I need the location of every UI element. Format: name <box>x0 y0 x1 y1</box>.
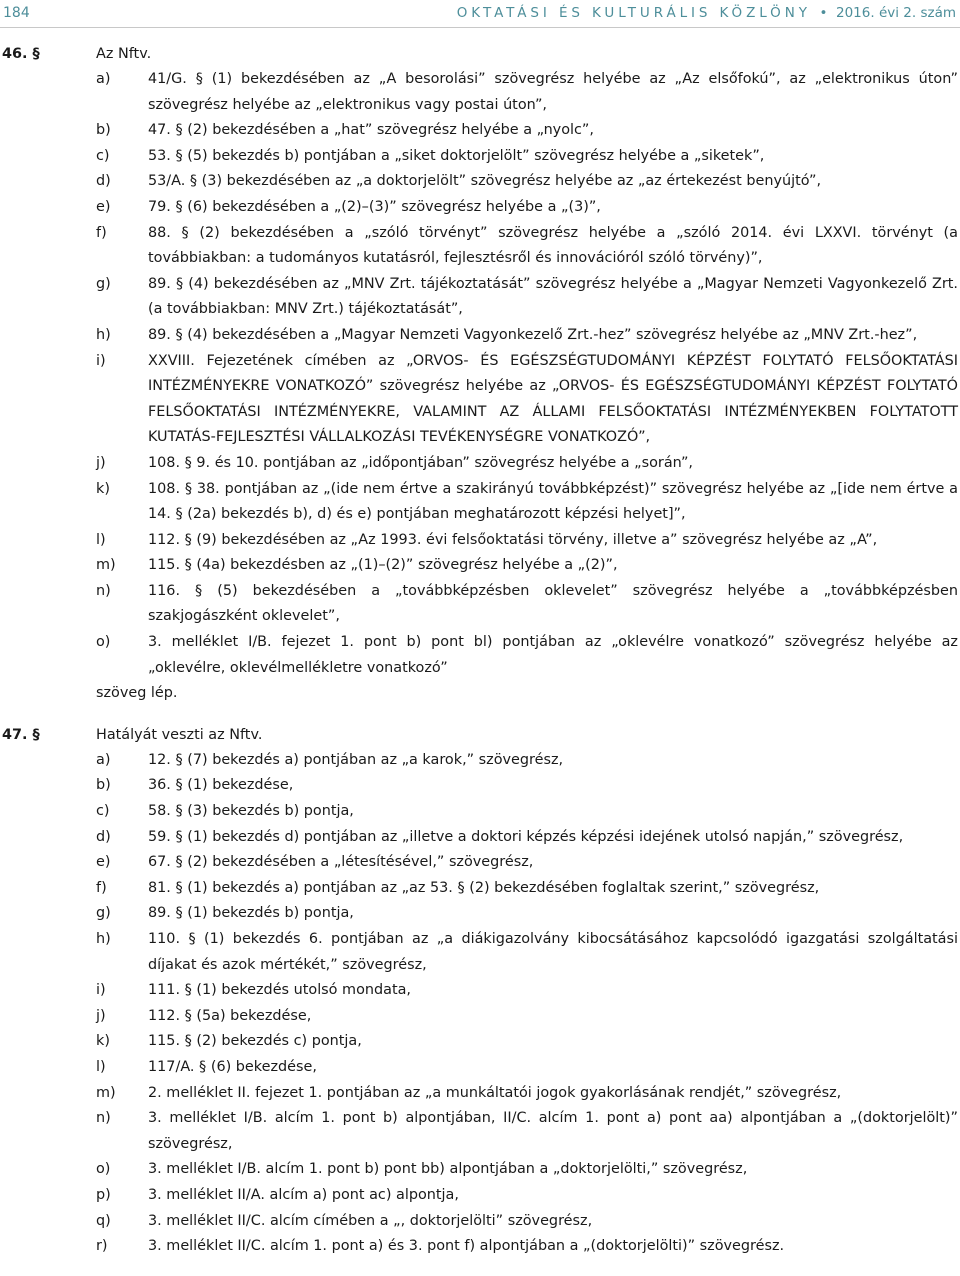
item-text: 67. § (2) bekezdésében a „létesítésével,” szövegrész, <box>148 854 534 871</box>
item-text: 3. melléklet II/C. alcím címében a „, doktorjelölti” szövegrész, <box>148 1212 593 1229</box>
running-title <box>457 5 956 21</box>
section-number: 46. § <box>2 46 40 62</box>
item-text: 89. § (1) bekezdés b) pontja, <box>148 905 354 922</box>
item-text: 112. § (9) bekezdésében az „Az 1993. évi felsőoktatási törvény, illetve a” szövegrész helyébe az „A”, <box>148 531 878 548</box>
item-letter: k) <box>96 480 110 497</box>
list-item <box>0 1029 960 1055</box>
item-letter: k) <box>96 1033 110 1050</box>
item-letter: n) <box>96 1110 111 1127</box>
item-text: 3. melléklet I/B. alcím 1. pont b) pont bb) alpontjában a „doktorjelölti,” szövegrész, <box>148 1161 748 1178</box>
item-text: 110. § (1) bekezdés 6. pontjában az „a diákigazolvány kibocsátásához kapcsolódó igazgatási szolgáltatási díjakat és azok mértékét,” szövegrész, <box>148 931 958 973</box>
item-letter: d) <box>96 173 111 190</box>
list-item <box>0 144 960 170</box>
item-letter: l) <box>96 1058 106 1075</box>
item-text: 108. § 9. és 10. pontjában az „időpontjában” szövegrész helyébe a „során”, <box>148 454 694 471</box>
list-item <box>0 118 960 144</box>
item-letter: a) <box>96 71 111 87</box>
list-item <box>0 272 960 323</box>
section-title: Az Nftv. <box>96 46 152 62</box>
item-text: 79. § (6) bekezdésében a „(2)–(3)” szövegrész helyébe a „(3)”, <box>148 198 601 215</box>
item-letter: f) <box>96 879 107 896</box>
section-items <box>0 748 960 1260</box>
item-letter: e) <box>96 198 111 215</box>
list-item <box>0 477 960 528</box>
item-text: 111. § (1) bekezdés utolsó mondata, <box>148 982 411 999</box>
item-text: 88. § (2) bekezdésében a „szóló törvényt” szövegrész helyébe a „szóló 2014. évi LXXVI. törvényt (a továbbiakban: a tudományos kutatásról, fejlesztésről és innovációról szóló törvény)”, <box>148 224 958 267</box>
item-text: 112. § (5a) bekezdése, <box>148 1007 312 1024</box>
list-item <box>0 927 960 978</box>
item-letter: h) <box>96 931 111 947</box>
page-number: 184 <box>3 5 30 21</box>
item-text: 53/A. § (3) bekezdésében az „a doktorjelölt” szövegrész helyébe az „az értekezést benyújtó”, <box>148 173 822 190</box>
item-text: 89. § (4) bekezdésében a „Magyar Nemzeti Vagyonkezelő Zrt.-hez” szövegrész helyébe az „MNV Zrt.-hez”, <box>148 326 918 343</box>
item-letter: q) <box>96 1212 111 1229</box>
section-46 <box>0 41 960 707</box>
item-letter: e) <box>96 854 111 871</box>
list-item <box>0 1183 960 1209</box>
list-item <box>0 169 960 195</box>
list-item <box>0 67 960 118</box>
list-item <box>0 978 960 1004</box>
list-item <box>0 579 960 630</box>
item-text: 89. § (4) bekezdésében az „MNV Zrt. tájékoztatását” szövegrész helyébe a „Magyar Nemzeti Vagyonkezelő Zrt. (a továbbiakban: MNV Zrt.) tájékoztatását”, <box>148 275 958 318</box>
closing-text: szöveg lép. <box>96 685 178 702</box>
item-letter: b) <box>96 777 111 794</box>
item-text: 3. melléklet II/A. alcím a) pont ac) alpontja, <box>148 1186 459 1203</box>
item-text: 116. § (5) bekezdésében a „továbbképzésben oklevelet” szövegrész helyébe a „továbbképzésben szakjogászként oklevelet”, <box>148 582 958 625</box>
section-title: Hatályát veszti az Nftv. <box>96 726 263 743</box>
list-item <box>0 528 960 554</box>
item-text: XXVIII. Fejezetének címében az „ORVOS- ÉS EGÉSZSÉGTUDOMÁNYI KÉPZÉST FOLYTATÓ FELSŐOKTATÁSI INTÉZMÉNYEKRE VONATKOZÓ” szövegrész helyébe az „ORVOS- ÉS EGÉSZSÉGTUDOMÁNYI KÉPZÉST FOLYTATÓ FELSŐOKTATÁSI INTÉZMÉNYEKRE, VALAMINT AZ ÁLLAMI FELSŐOKTATÁSI INTÉZMÉNYEKBEN FOLYTATOTT KUTATÁS-FEJLESZTÉSI VÁLLALKOZÁSI TEVÉKENYSÉGRE VONATKOZÓ”, <box>148 352 958 446</box>
item-letter: o) <box>96 634 111 651</box>
item-letter: l) <box>96 531 106 548</box>
issue-label: 2016. évi 2. szám <box>836 5 956 21</box>
item-text: 108. § 38. pontjában az „(ide nem értve a szakirányú továbbképzést)” szövegrész helyébe az „[ide nem értve a 14. § (2a) bekezdés b), d) és e) pontjában meghatározott képzési helyet]”, <box>148 480 958 523</box>
section-heading <box>0 41 960 67</box>
section-number: 47. § <box>2 726 40 743</box>
list-item <box>0 195 960 221</box>
publication-name: OKTATÁSI ÉS KULTURÁLIS KÖZLÖNY <box>456 5 811 21</box>
item-text: 59. § (1) bekezdés d) pontjában az „illetve a doktori képzés képzési idejének utolsó napján,” szövegrész, <box>148 828 904 845</box>
item-letter: p) <box>96 1186 111 1203</box>
item-letter: a) <box>96 751 111 768</box>
item-letter: i) <box>96 352 106 369</box>
item-text: 3. melléklet I/B. alcím 1. pont b) alpontjában, II/C. alcím 1. pont a) pont aa) alpontjában a „(doktorjelölt)” szövegrész, <box>148 1110 958 1152</box>
item-letter: b) <box>96 122 111 139</box>
item-letter: f) <box>96 224 107 241</box>
item-letter: c) <box>96 147 110 164</box>
list-item <box>0 1106 960 1157</box>
section-items <box>0 67 960 681</box>
item-letter: c) <box>96 803 110 820</box>
item-text: 3. melléklet II/C. alcím 1. pont a) és 3. pont f) alpontjában a „(doktorjelölti)” szövegrész. <box>148 1238 785 1255</box>
item-letter: j) <box>96 1007 106 1024</box>
list-item <box>0 773 960 799</box>
item-text: 36. § (1) bekezdése, <box>148 777 294 794</box>
list-item <box>0 349 960 451</box>
item-text: 115. § (4a) bekezdésben az „(1)–(2)” szövegrész helyébe a „(2)”, <box>148 557 618 574</box>
list-item <box>0 1234 960 1260</box>
item-text: 3. melléklet I/B. fejezet 1. pont b) pont bl) pontjában az „oklevélre vonatkozó” szövegrész helyébe az „oklevélre, oklevélmellékletre vonatkozó” <box>148 634 958 676</box>
list-item <box>0 876 960 902</box>
list-item <box>0 221 960 272</box>
item-letter: o) <box>96 1161 111 1178</box>
list-item <box>0 1004 960 1030</box>
list-item <box>0 1055 960 1081</box>
document-body <box>0 41 960 1260</box>
item-text: 47. § (2) bekezdésében a „hat” szövegrész helyébe a „nyolc”, <box>148 122 594 139</box>
item-text: 81. § (1) bekezdés a) pontjában az „az 53. § (2) bekezdésében foglaltak szerint,” szövegrész, <box>148 879 820 896</box>
item-letter: h) <box>96 326 111 343</box>
item-text: 58. § (3) bekezdés b) pontja, <box>148 803 354 820</box>
page-header <box>0 0 960 28</box>
list-item <box>0 799 960 825</box>
section-47 <box>0 722 960 1260</box>
item-letter: r) <box>96 1238 108 1255</box>
list-item <box>0 825 960 851</box>
list-item <box>0 850 960 876</box>
item-text: 2. melléklet II. fejezet 1. pontjában az „a munkáltatói jogok gyakorlásának rendjét,” szövegrész, <box>148 1084 842 1101</box>
list-item <box>0 323 960 349</box>
list-item <box>0 553 960 579</box>
item-text: 115. § (2) bekezdés c) pontja, <box>148 1033 362 1050</box>
list-item <box>0 451 960 477</box>
item-letter: i) <box>96 982 106 999</box>
item-letter: g) <box>96 905 111 922</box>
item-text: 12. § (7) bekezdés a) pontjában az „a karok,” szövegrész, <box>148 751 564 768</box>
item-letter: j) <box>96 454 106 471</box>
item-letter: g) <box>96 275 111 292</box>
item-letter: m) <box>96 557 116 574</box>
item-text: 41/G. § (1) bekezdésében az „A besorolási” szövegrész helyébe az „Az elsőfokú”, az „elektronikus úton” szövegrész helyébe az „elektronikus vagy postai úton”, <box>148 71 958 113</box>
list-item <box>0 1209 960 1235</box>
section-heading <box>0 722 960 748</box>
item-letter: m) <box>96 1084 116 1101</box>
item-text: 53. § (5) bekezdés b) pontjában a „siket doktorjelölt” szövegrész helyébe a „siketek”, <box>148 147 765 164</box>
item-letter: n) <box>96 582 111 599</box>
item-text: 117/A. § (6) bekezdése, <box>148 1058 317 1075</box>
list-item <box>0 1081 960 1107</box>
list-item <box>0 748 960 774</box>
header-bullet: • <box>819 5 828 21</box>
item-letter: d) <box>96 828 111 845</box>
list-item <box>0 1157 960 1183</box>
list-item <box>0 901 960 927</box>
list-item <box>0 630 960 681</box>
